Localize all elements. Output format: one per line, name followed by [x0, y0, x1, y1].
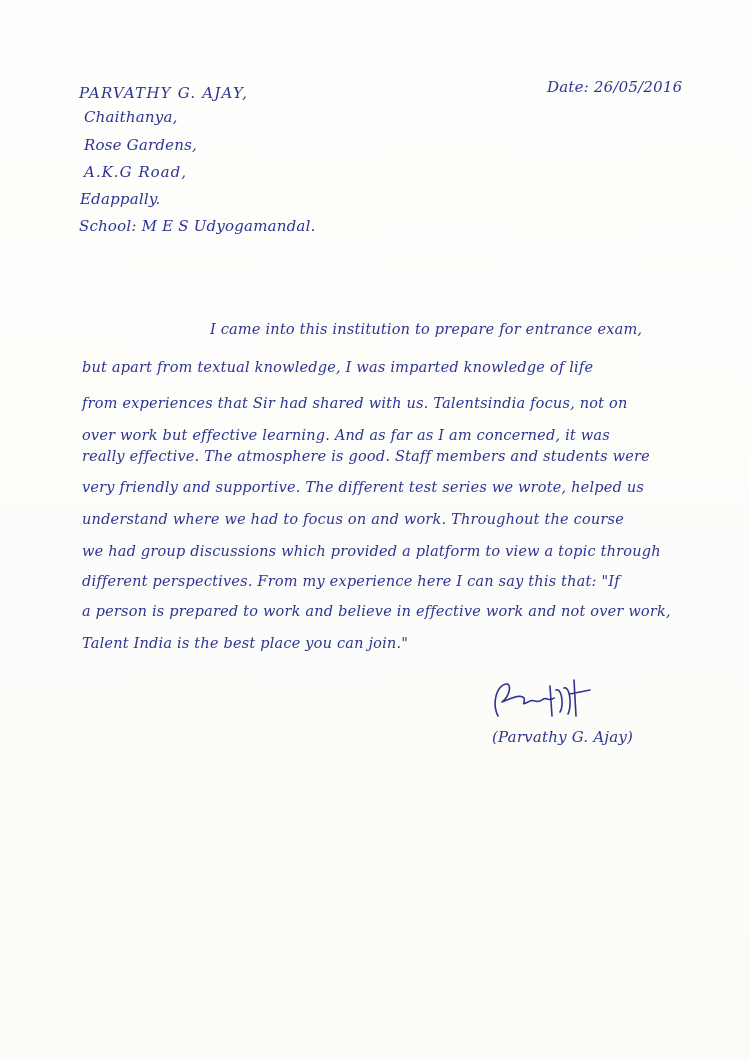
address-line-name: PARVATHY G. AJAY, — [79, 84, 249, 102]
body-line: very friendly and supportive. The different test series we wrote, helped us — [82, 480, 645, 496]
body-line: I came into this institution to prepare for entrance exam, — [210, 322, 643, 338]
body-line: understand where we had to focus on and work. Throughout the course — [82, 512, 624, 528]
body-line: over work but effective learning. And as far as I am concerned, it was — [82, 428, 610, 444]
address-line-city: Edappally. — [80, 190, 161, 208]
body-line: a person is prepared to work and believe in effective work and not over work, — [82, 604, 671, 620]
signer-name: (Parvathy G. Ajay) — [492, 728, 634, 746]
address-line-house: Chaithanya, — [84, 108, 178, 126]
handwritten-signature — [490, 676, 600, 724]
body-line: different perspectives. From my experience here I can say this that: "If — [82, 574, 620, 590]
body-line: really effective. The atmosphere is good. Staff members and students were — [82, 449, 650, 465]
address-line-school: School: M E S Udyogamandal. — [79, 217, 316, 235]
body-line: we had group discussions which provided a platform to view a topic through — [82, 544, 661, 560]
letter-date: Date: 26/05/2016 — [547, 78, 683, 96]
body-line: but apart from textual knowledge, I was imparted knowledge of life — [82, 360, 594, 376]
body-line: Talent India is the best place you can join." — [82, 636, 409, 652]
address-line-road: A.K.G Road, — [84, 163, 187, 181]
body-line: from experiences that Sir had shared with us. Talentsindia focus, not on — [82, 396, 628, 412]
address-line-area: Rose Gardens, — [84, 136, 197, 154]
